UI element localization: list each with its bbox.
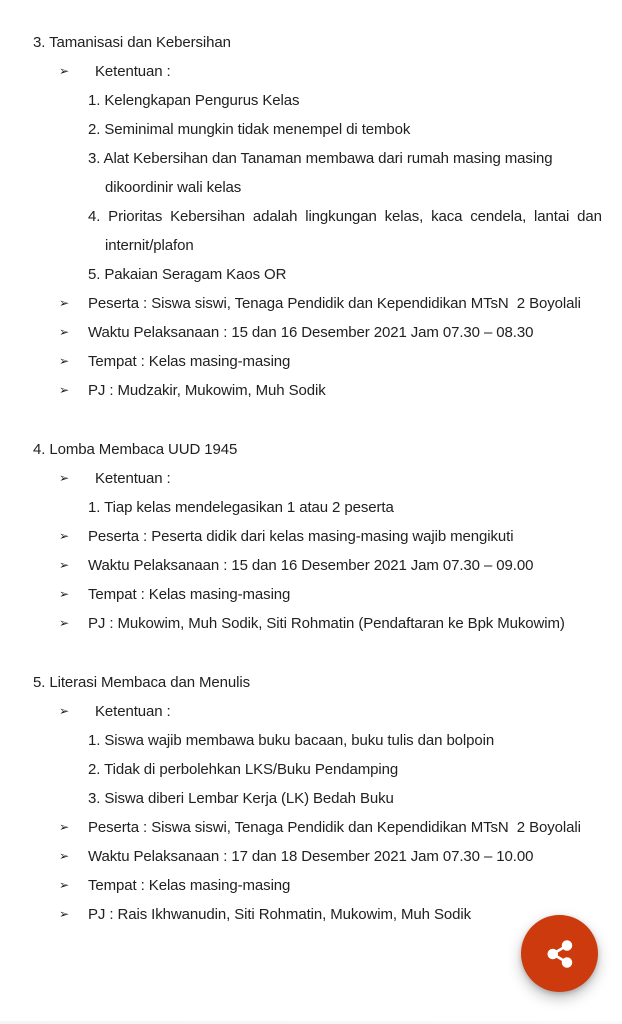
section-literasi-membaca-dan-menulis bbox=[33, 668, 592, 929]
list-item bbox=[33, 318, 592, 347]
arrow-bullet-icon: ➢ bbox=[59, 849, 69, 863]
share-fab-button[interactable] bbox=[521, 915, 598, 992]
arrow-bullet-icon: ➢ bbox=[59, 878, 69, 892]
list-item bbox=[33, 813, 592, 842]
list-item bbox=[33, 580, 592, 609]
list-item-text: 2. Tidak di perbolehkan LKS/Buku Pendamping bbox=[88, 761, 399, 778]
list-item bbox=[33, 900, 592, 929]
list-item-text: 3. Siswa diberi Lembar Kerja (LK) Bedah Buku bbox=[88, 790, 394, 807]
list-item bbox=[33, 551, 592, 580]
list-item-text: Ketentuan : bbox=[95, 470, 171, 487]
list-item bbox=[33, 697, 592, 726]
list-item bbox=[33, 522, 592, 551]
list-item-text: internit/plafon bbox=[105, 237, 194, 254]
section-title: 3. Tamanisasi dan Kebersihan bbox=[33, 34, 231, 51]
list-item-text: PJ : Rais Ikhwanudin, Siti Rohmatin, Mukowim, Muh Sodik bbox=[88, 906, 471, 923]
list-item-text: Peserta : Siswa siswi, Tenaga Pendidik dan Kependidikan MTsN 2 Boyolali bbox=[88, 819, 581, 836]
list-item-text: 5. Pakaian Seragam Kaos OR bbox=[88, 266, 287, 283]
arrow-bullet-icon: ➢ bbox=[59, 704, 69, 718]
arrow-bullet-icon: ➢ bbox=[59, 529, 69, 543]
list-item bbox=[33, 871, 592, 900]
list-item bbox=[33, 376, 592, 405]
list-item-continuation bbox=[105, 231, 592, 260]
list-item bbox=[88, 493, 592, 522]
list-item-text: 1. Kelengkapan Pengurus Kelas bbox=[88, 92, 300, 109]
list-item bbox=[33, 289, 592, 318]
arrow-bullet-icon: ➢ bbox=[59, 296, 69, 310]
list-item-text: Tempat : Kelas masing-masing bbox=[88, 586, 291, 603]
section-lomba-membaca-uud-1945 bbox=[33, 435, 592, 638]
list-item-text: 2. Seminimal mungkin tidak menempel di tembok bbox=[88, 121, 411, 138]
list-item-text: Waktu Pelaksanaan : 15 dan 16 Desember 2021 Jam 07.30 – 09.00 bbox=[88, 557, 534, 574]
arrow-bullet-icon: ➢ bbox=[59, 907, 69, 921]
list-item bbox=[88, 86, 592, 115]
list-item-continuation bbox=[105, 173, 592, 202]
section-title: 4. Lomba Membaca UUD 1945 bbox=[33, 441, 238, 458]
arrow-bullet-icon: ➢ bbox=[59, 471, 69, 485]
list-item-text: Peserta : Siswa siswi, Tenaga Pendidik dan Kependidikan MTsN 2 Boyolali bbox=[88, 295, 581, 312]
arrow-bullet-icon: ➢ bbox=[59, 325, 69, 339]
arrow-bullet-icon: ➢ bbox=[59, 64, 69, 78]
list-item-text: 3. Alat Kebersihan dan Tanaman membawa dari rumah masing masing bbox=[88, 150, 553, 167]
list-item-text: 1. Siswa wajib membawa buku bacaan, buku tulis dan bolpoin bbox=[88, 732, 495, 749]
section-title: 5. Literasi Membaca dan Menulis bbox=[33, 674, 251, 691]
list-item-text: PJ : Mukowim, Muh Sodik, Siti Rohmatin (Pendaftaran ke Bpk Mukowim) bbox=[88, 615, 565, 632]
list-item bbox=[88, 144, 592, 173]
list-item bbox=[88, 726, 592, 755]
list-item-text: Tempat : Kelas masing-masing bbox=[88, 353, 291, 370]
list-item bbox=[33, 347, 592, 376]
list-item bbox=[33, 842, 592, 871]
list-item-text: Waktu Pelaksanaan : 15 dan 16 Desember 2021 Jam 07.30 – 08.30 bbox=[88, 324, 534, 341]
list-item-text: Ketentuan : bbox=[95, 703, 171, 720]
list-item-text: 4. Prioritas Kebersihan adalah lingkungan kelas, kaca cendela, lantai dan bbox=[88, 208, 602, 225]
list-item-text: 1. Tiap kelas mendelegasikan 1 atau 2 peserta bbox=[88, 499, 394, 516]
list-item bbox=[88, 260, 592, 289]
list-item-text: PJ : Mudzakir, Mukowim, Muh Sodik bbox=[88, 382, 326, 399]
arrow-bullet-icon: ➢ bbox=[59, 558, 69, 572]
list-item bbox=[88, 115, 592, 144]
arrow-bullet-icon: ➢ bbox=[59, 820, 69, 834]
section-tamanisasi-dan-kebersihan bbox=[33, 28, 602, 405]
list-item bbox=[88, 202, 602, 231]
list-item bbox=[33, 464, 592, 493]
list-item-text: Ketentuan : bbox=[95, 63, 171, 80]
list-item-text: Peserta : Peserta didik dari kelas masing-masing wajib mengikuti bbox=[88, 528, 514, 545]
share-icon bbox=[545, 939, 575, 969]
arrow-bullet-icon: ➢ bbox=[59, 383, 69, 397]
arrow-bullet-icon: ➢ bbox=[59, 354, 69, 368]
list-item-text: Tempat : Kelas masing-masing bbox=[88, 877, 291, 894]
list-item bbox=[33, 609, 592, 638]
list-item-text: Waktu Pelaksanaan : 17 dan 18 Desember 2021 Jam 07.30 – 10.00 bbox=[88, 848, 534, 865]
list-item bbox=[88, 755, 592, 784]
list-item-text: dikoordinir wali kelas bbox=[105, 179, 242, 196]
list-item bbox=[33, 57, 592, 86]
arrow-bullet-icon: ➢ bbox=[59, 587, 69, 601]
arrow-bullet-icon: ➢ bbox=[59, 616, 69, 630]
list-item bbox=[88, 784, 592, 813]
